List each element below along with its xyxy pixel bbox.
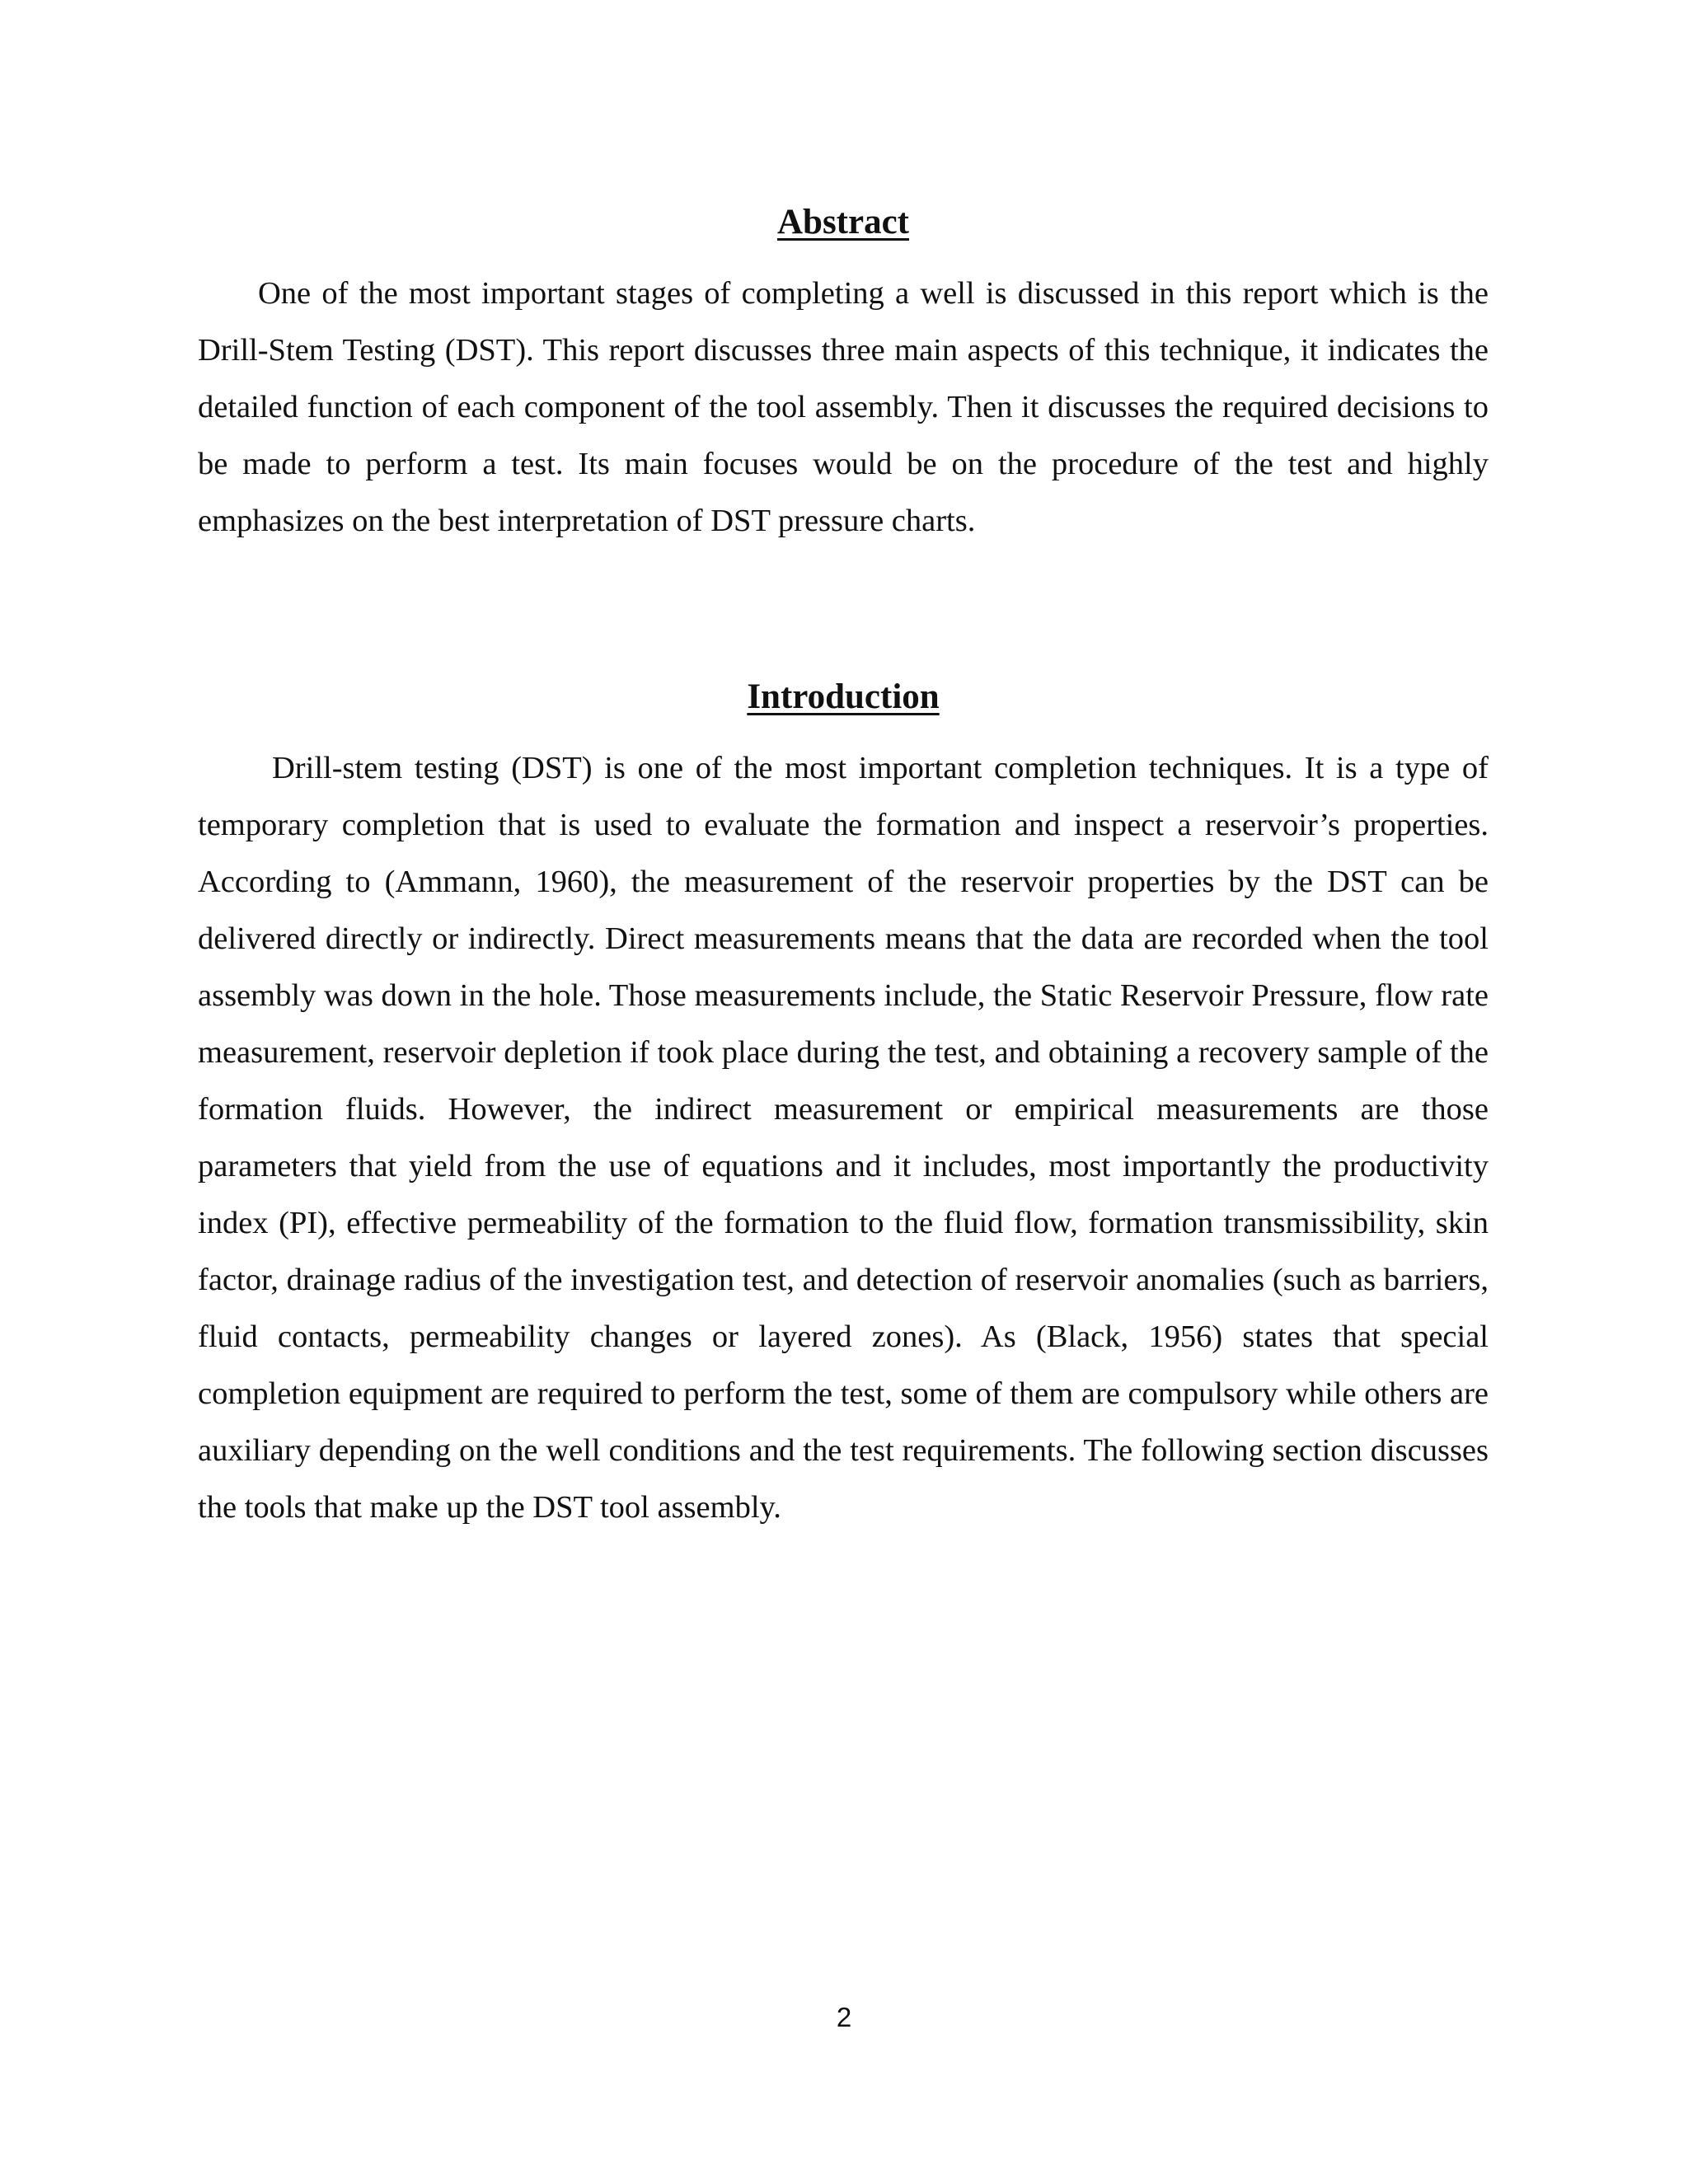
introduction-section bbox=[198, 666, 1489, 1536]
abstract-heading: Abstract bbox=[776, 203, 909, 241]
abstract-section bbox=[198, 191, 1489, 550]
page-number: 2 bbox=[836, 2002, 852, 2032]
introduction-paragraph: Drill-stem testing (DST) is one of the most important completion techniques. It is a type of temporary completion that is used to evaluate the formation and inspect a reservoir’s properties. According to (Ammann, 1960), the measurement of the reservoir properties by the DST can be delivered directly or indirectly. Direct measurements means that the data are recorded when the tool assembly was down in the hole. Those measurements include, the Static Reservoir Pressure, flow rate measurement, reservoir depletion if took place during the test, and obtaining a recovery sample of the formation fluids. However, the indirect measurement or empirical measurements are those parameters that yield from the use of equations and it includes, most importantly the productivity index (PI), effective permeability of the formation to the fluid flow, formation transmissibility, skin factor, drainage radius of the investigation test, and detection of reservoir anomalies (such as barriers, fluid contacts, permeability changes or layered zones). As (Black, 1956) states that special completion equipment are required to perform the test, some of them are compulsory while others are auxiliary depending on the well conditions and the test requirements. The following section discusses the tools that make up the DST tool assembly. bbox=[198, 751, 1489, 1525]
abstract-paragraph: One of the most important stages of completing a well is discussed in this report which is the Drill-Stem Testing (DST). This report discusses three main aspects of this technique, it indicates the detailed function of each component of the tool assembly. Then it discusses the required decisions to be made to perform a test. Its main focuses would be on the procedure of the test and highly emphasizes on the best interpretation of DST pressure charts. bbox=[198, 276, 1489, 538]
introduction-heading: Introduction bbox=[747, 677, 940, 716]
